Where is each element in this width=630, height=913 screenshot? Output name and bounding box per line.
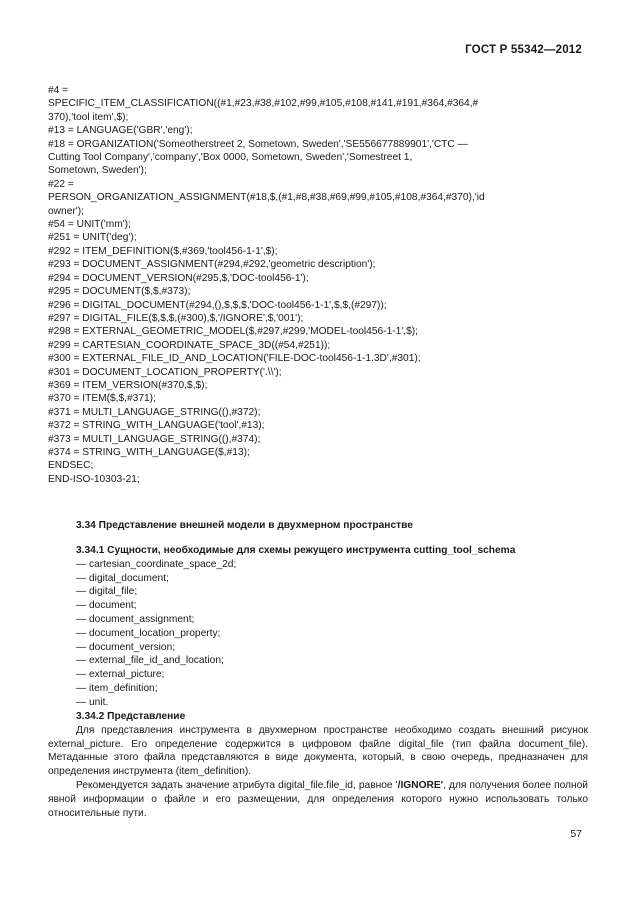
ignore-value: /IGNORE' <box>397 779 444 791</box>
code-line: #293 = DOCUMENT_ASSIGNMENT(#294,#292,'geometric description'); <box>48 259 376 271</box>
code-line: #299 = CARTESIAN_COORDINATE_SPACE_3D((#54,#251)); <box>48 339 331 351</box>
paragraph-text: Для представления инструмента в двухмерном пространстве необходимо создать внешний рисунок external_picture. Его определение содержится в цифровом файле digital_file (тип файла document_file). Метаданные этого файла представляются в виде документа, который, в свою очередь, предназначен для определения инструмента (item_definition). <box>48 724 588 778</box>
code-line: #374 = STRING_WITH_LANGUAGE($,#13); <box>48 446 250 458</box>
list-item: — cartesian_coordinate_space_2d; <box>76 558 237 570</box>
code-line: #369 = ITEM_VERSION(#370,$,$); <box>48 379 208 391</box>
code-line: Sometown, Sweden'); <box>48 165 147 177</box>
standard-header: ГОСТ Р 55342—2012 <box>465 44 582 56</box>
list-item: — document_location_property; <box>76 627 221 639</box>
code-line: #372 = STRING_WITH_LANGUAGE('tool',#13); <box>48 420 265 432</box>
code-line: #294 = DOCUMENT_VERSION(#295,$,'DOC-tool456-1'); <box>48 272 309 284</box>
code-line: SPECIFIC_ITEM_CLASSIFICATION((#1,#23,#38,#102,#99,#105,#108,#141,#191,#364,#364,# <box>48 98 479 110</box>
paragraph <box>48 724 588 779</box>
code-line: 370),'tool item',$); <box>48 111 129 123</box>
code-line: #371 = MULTI_LANGUAGE_STRING((),#372); <box>48 406 261 418</box>
paragraph-text: Рекомендуется задать значение атрибута digital_file.file_id, равное ' <box>76 779 398 791</box>
paragraph <box>48 779 588 820</box>
code-line: #300 = EXTERNAL_FILE_ID_AND_LOCATION('FILE-DOC-tool456-1-1.3D',#301); <box>48 353 421 365</box>
list-item: — document; <box>76 600 137 612</box>
list-item: — unit. <box>76 696 109 708</box>
code-line: #4 = <box>48 85 69 96</box>
code-line: #251 = UNIT('deg'); <box>48 232 137 244</box>
step-code-block <box>48 84 584 486</box>
code-line: #370 = ITEM($,$,#371); <box>48 393 156 405</box>
subsection-heading: 3.34.2 Представление <box>76 711 186 722</box>
entity-list <box>48 558 588 710</box>
paragraph-text: , для получения более полной явной информации о файле и его размещении, для определения которого нужно использовать только относительные пути. <box>48 779 588 819</box>
code-line: #296 = DIGITAL_DOCUMENT(#294,(),$,$,$,'DOC-tool456-1-1',$,$,(#297)); <box>48 299 387 311</box>
list-item: — document_version; <box>76 641 176 653</box>
code-line: PERSON_ORGANIZATION_ASSIGNMENT(#18,$,(#1,#8,#38,#69,#99,#105,#108,#364,#370),'id <box>48 192 485 204</box>
list-item: — document_assignment; <box>76 613 195 625</box>
section-3-34-1 <box>48 544 588 710</box>
list-item: — item_definition; <box>76 682 158 694</box>
code-line: owner'); <box>48 205 84 217</box>
code-line: #298 = EXTERNAL_GEOMETRIC_MODEL($,#297,#299,'MODEL-tool456-1-1',$); <box>48 326 418 338</box>
code-line: ENDSEC; <box>48 460 94 472</box>
code-line: #13 = LANGUAGE('GBR','eng'); <box>48 125 193 137</box>
list-item: — external_picture; <box>76 669 165 681</box>
code-line: #373 = MULTI_LANGUAGE_STRING((),#374); <box>48 433 261 445</box>
code-line: #22 = <box>48 178 74 190</box>
code-line: #54 = UNIT('mm'); <box>48 219 131 231</box>
code-line: #297 = DIGITAL_FILE($,$,$,(#300),$,'/IGNORE',$,'001'); <box>48 312 304 324</box>
code-line: #18 = ORGANIZATION('Someotherstreet 2, Sometown, Sweden','SE556677889901','CTC — <box>48 138 468 150</box>
list-item: — digital_file; <box>76 586 138 598</box>
section-heading: 3.34 Представление внешней модели в двухмерном пространстве <box>76 520 413 531</box>
code-line: END-ISO-10303-21; <box>48 473 140 485</box>
list-item: — external_file_id_and_location; <box>76 655 224 667</box>
code-line: #301 = DOCUMENT_LOCATION_PROPERTY('.\\'); <box>48 366 282 378</box>
subsection-heading: 3.34.1 Сущности, необходимые для схемы режущего инструмента cutting_tool_schema <box>76 545 516 556</box>
section-3-34-2 <box>48 710 588 820</box>
section-3-34 <box>48 519 588 533</box>
page-number: 57 <box>570 828 582 840</box>
code-line: Cutting Tool Company','company','Box 0000, Sometown, Sweden','Somestreet 1, <box>48 152 413 164</box>
code-line: #292 = ITEM_DEFINITION($,#369,'tool456-1-1',$); <box>48 245 278 257</box>
list-item: — digital_document; <box>76 572 169 584</box>
code-line: #295 = DOCUMENT($,$,#373); <box>48 286 191 298</box>
